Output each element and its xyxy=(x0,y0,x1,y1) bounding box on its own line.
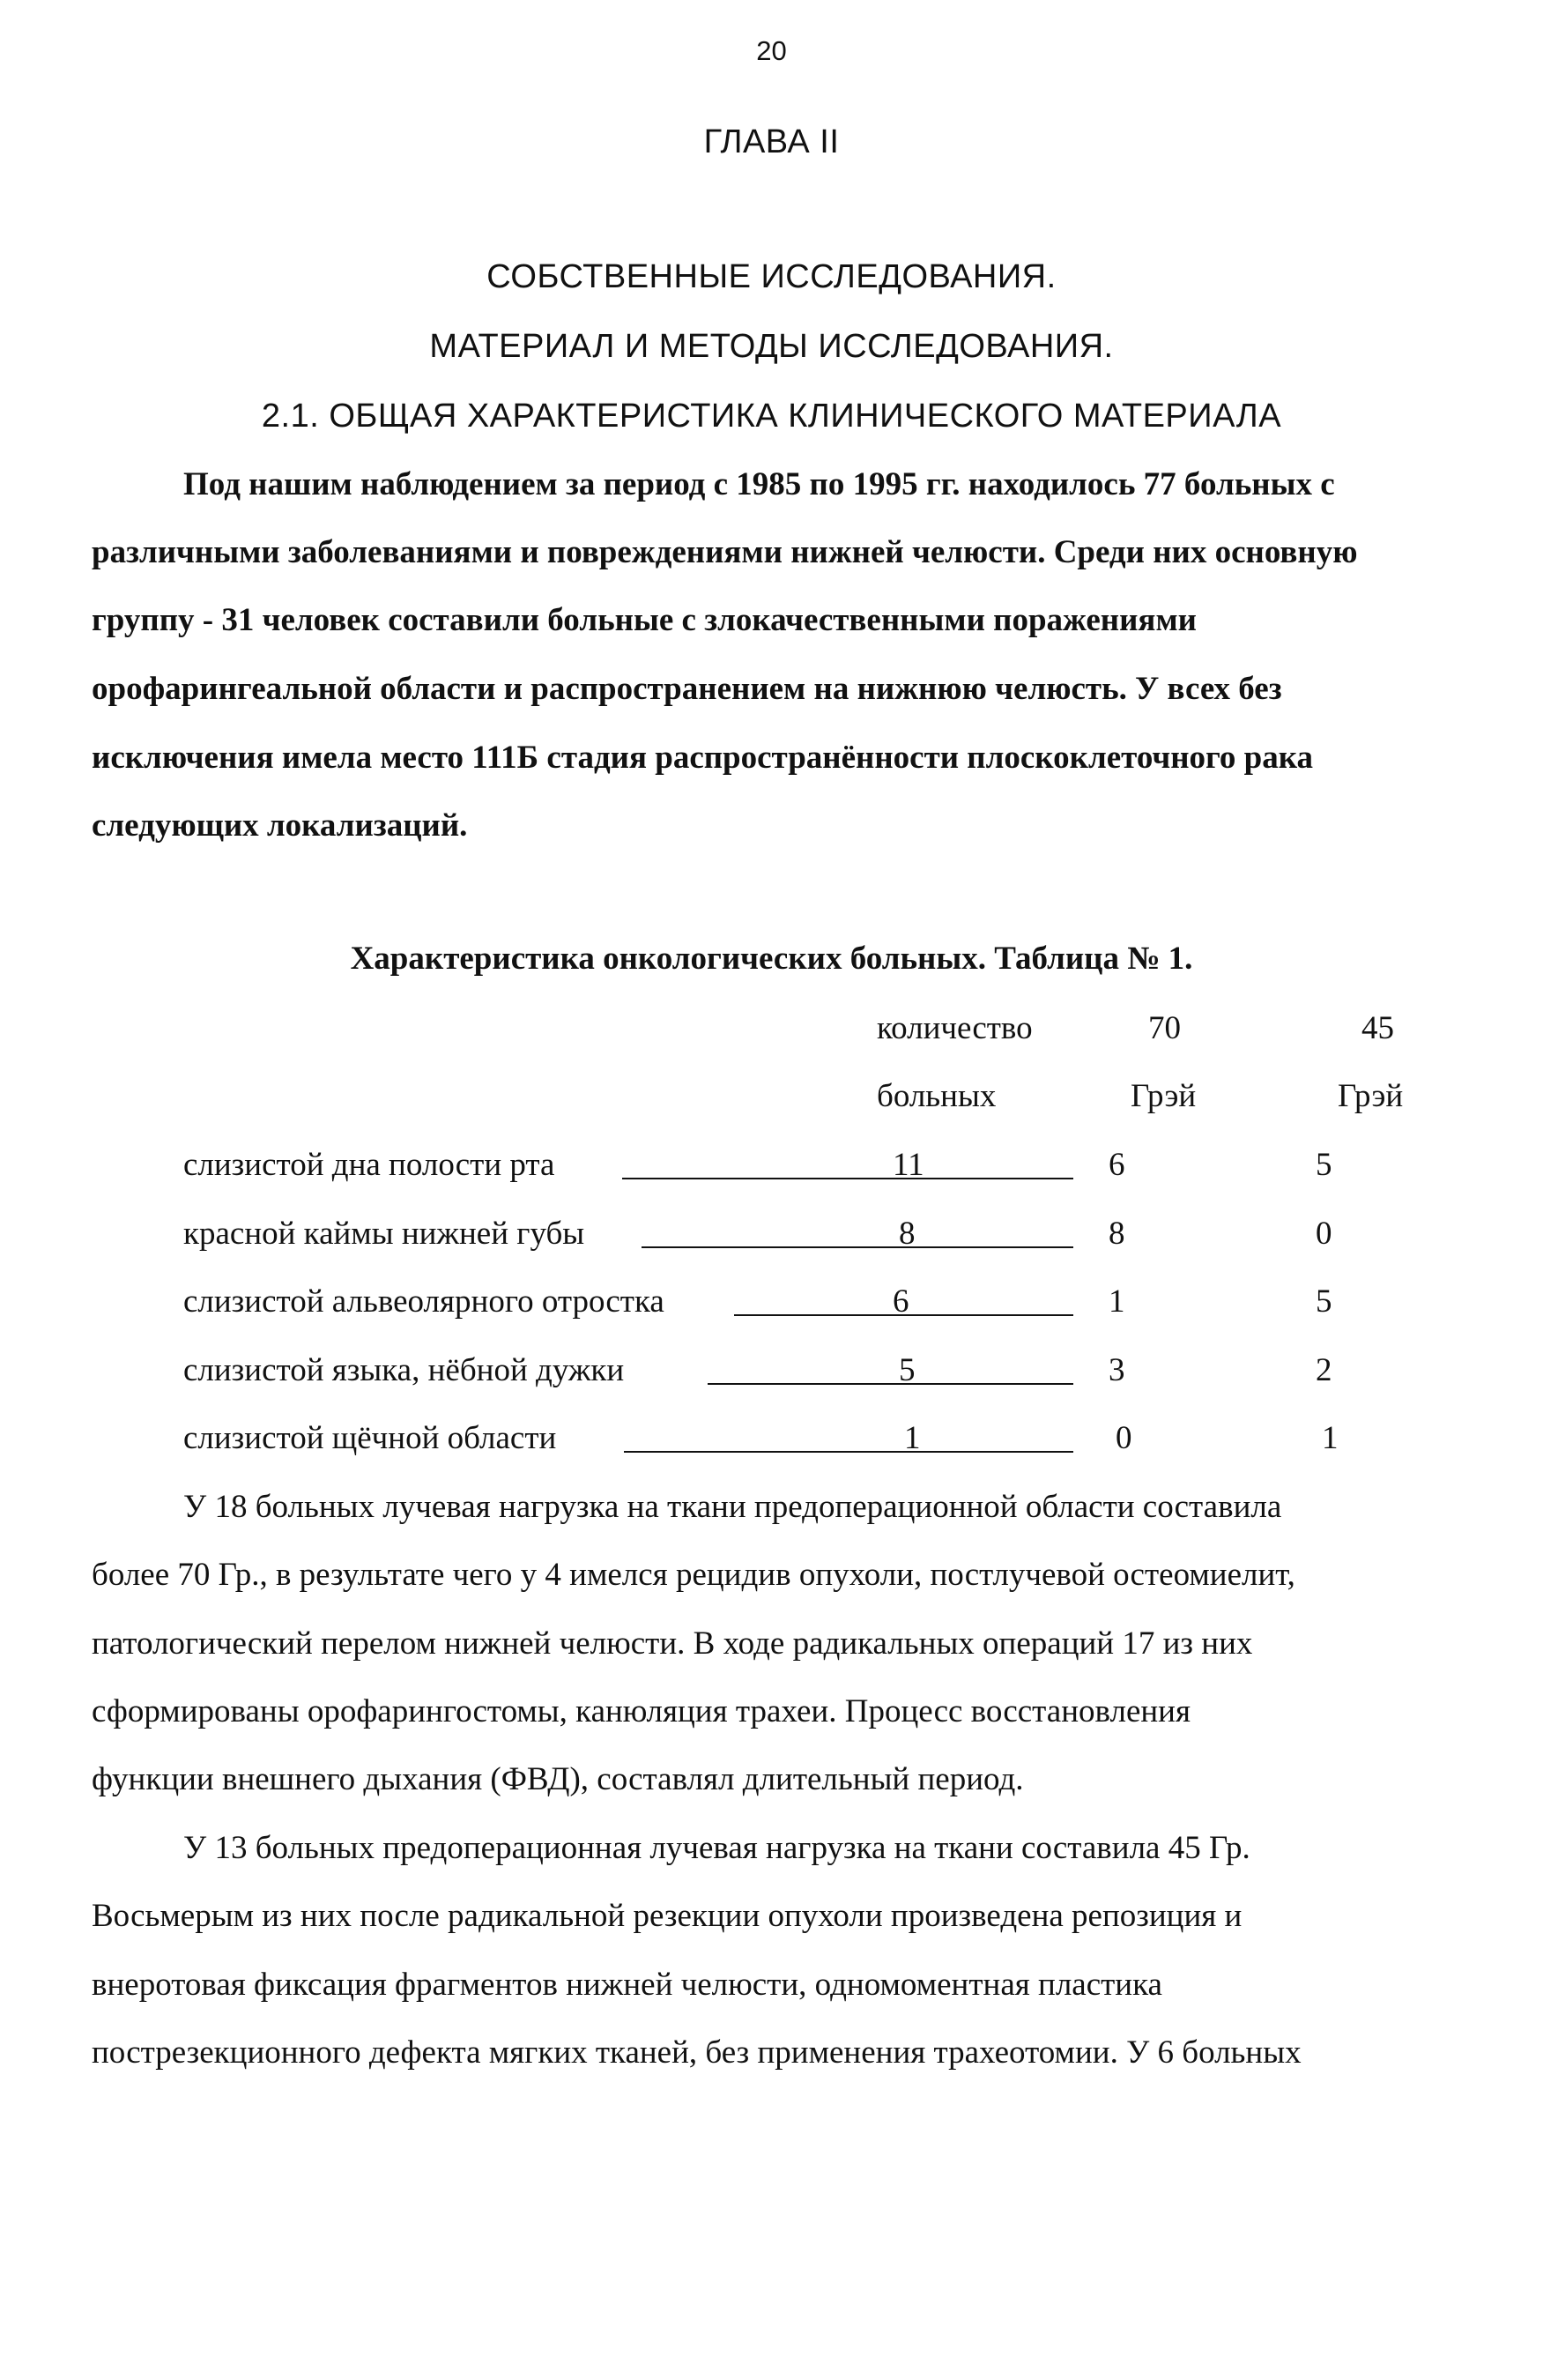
leader-line xyxy=(622,1178,1073,1179)
cell-70gy: 0 xyxy=(1116,1420,1132,1456)
cell-count: 1 xyxy=(904,1420,921,1456)
paragraph-line: патологический перелом нижней челюсти. В ходе радикальных операций 17 из них xyxy=(92,1625,1253,1662)
cell-count: 6 xyxy=(893,1283,909,1320)
column-header-70-unit: Грэй xyxy=(1131,1078,1197,1114)
cell-count: 5 xyxy=(899,1352,916,1388)
row-label: красной каймы нижней губы xyxy=(183,1216,585,1252)
cell-45gy: 5 xyxy=(1316,1147,1332,1183)
paragraph-line: Под нашим наблюдением за период с 1985 по 1995 гг. находилось 77 больных с xyxy=(183,466,1335,502)
paragraph-line: различными заболеваниями и повреждениями нижней челюсти. Среди них основную xyxy=(92,534,1358,570)
paragraph-line: Восьмерым из них после радикальной резекции опухоли произведена репозиция и xyxy=(92,1898,1243,1934)
page-number: 20 xyxy=(756,35,787,66)
paragraph-line: пострезекционного дефекта мягких тканей, без применения трахеотомии. У 6 больных xyxy=(92,2034,1302,2071)
cell-70gy: 3 xyxy=(1109,1352,1125,1388)
paragraph-line: следующих локализаций. xyxy=(92,807,468,844)
column-header-45: 45 xyxy=(1361,1010,1394,1046)
leader-line xyxy=(708,1383,1073,1385)
cell-70gy: 1 xyxy=(1109,1283,1125,1320)
section-heading: 2.1. ОБЩАЯ ХАРАКТЕРИСТИКА КЛИНИЧЕСКОГО МАТЕРИАЛА xyxy=(261,398,1282,435)
leader-line xyxy=(624,1451,1073,1453)
row-label: слизистой щёчной области xyxy=(183,1420,557,1456)
cell-70gy: 8 xyxy=(1109,1216,1125,1252)
materials-methods-heading: МАТЕРИАЛ И МЕТОДЫ ИССЛЕДОВАНИЯ. xyxy=(429,328,1114,365)
paragraph-line: орофарингеальной области и распространением на нижнюю челюсть. У всех без xyxy=(92,671,1282,707)
own-research-heading: СОБСТВЕННЫЕ ИССЛЕДОВАНИЯ. xyxy=(486,258,1057,295)
chapter-heading: ГЛАВА II xyxy=(703,123,840,160)
row-label: слизистой дна полости рта xyxy=(183,1147,555,1183)
cell-count: 11 xyxy=(893,1147,924,1183)
paragraph-line: У 18 больных лучевая нагрузка на ткани предоперационной области составила xyxy=(183,1489,1282,1525)
cell-45gy: 0 xyxy=(1316,1216,1332,1252)
cell-70gy: 6 xyxy=(1109,1147,1125,1183)
paragraph-line: сформированы орофарингостомы, канюляция трахеи. Процесс восстановления xyxy=(92,1693,1191,1729)
paragraph-line: функции внешнего дыхания (ФВД), составлял длительный период. xyxy=(92,1761,1024,1797)
paragraph-line: группу - 31 человек составили больные с злокачественными поражениями xyxy=(92,602,1197,638)
cell-45gy: 2 xyxy=(1316,1352,1332,1388)
column-header-count-sub: больных xyxy=(877,1078,997,1114)
cell-45gy: 1 xyxy=(1322,1420,1339,1456)
row-label: слизистой альвеолярного отростка xyxy=(183,1283,664,1320)
paragraph-line: исключения имела место 111Б стадия распространённости плоскоклеточного рака xyxy=(92,740,1314,776)
leader-line xyxy=(642,1246,1073,1248)
column-header-45-unit: Грэй xyxy=(1338,1078,1404,1114)
paragraph-line: У 13 больных предоперационная лучевая нагрузка на ткани составила 45 Гр. xyxy=(183,1830,1250,1866)
paragraph-line: более 70 Гр., в результате чего у 4 имелся рецидив опухоли, постлучевой остеомиелит, xyxy=(92,1557,1295,1593)
table-caption: Характеристика онкологических больных. Таблица № 1. xyxy=(350,941,1193,977)
cell-count: 8 xyxy=(899,1216,916,1252)
paragraph-line: внеротовая фиксация фрагментов нижней челюсти, одномоментная пластика xyxy=(92,1967,1162,2003)
row-label: слизистой языка, нёбной дужки xyxy=(183,1352,625,1388)
cell-45gy: 5 xyxy=(1316,1283,1332,1320)
column-header-70: 70 xyxy=(1148,1010,1181,1046)
column-header-count: количество xyxy=(877,1010,1033,1046)
